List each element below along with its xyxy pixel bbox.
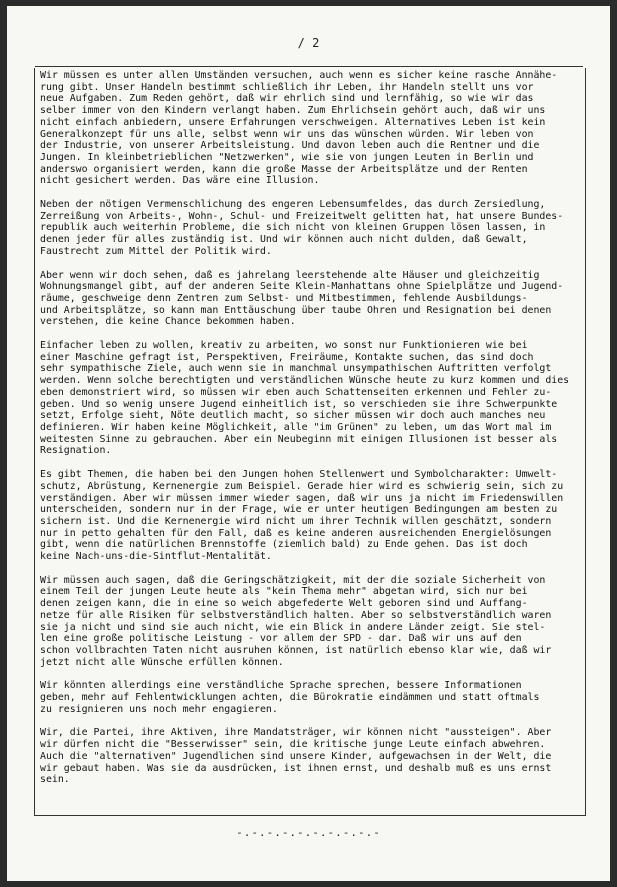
page-number: / 2 — [297, 36, 320, 50]
paragraph-6: Wir müssen auch sagen, daß die Geringschätzigkeit, mit der die soziale Sicherheit von einem Teil der jungen Leute heute als "kein Thema mehr" abgetan wird, sich nur bei denen zeigen kann, die in eine so weich abgefederte Welt geboren sind und Auffang- netze für alle Risiken für selbstverständlich halten. Aber so selbstverständlich waren sie ja nicht und sind sie auch nicht, wie ein Blick in andere Länder zeigt. Sie stel- len eine große politische Leistung - vor allem der SPD - dar. Daß wir uns auf den schon vollbrachten Taten nicht ausruhen können, ist natürlich ebenso klar wie, daß wir jetzt nicht alle Wünsche erfüllen können. — [40, 574, 552, 668]
top-rule — [35, 66, 583, 67]
paragraph-7: Wir könnten allerdings eine verständliche Sprache sprechen, bessere Informationen geben, mehr auf Fehlentwicklungen achten, die Bürokratie eindämmen und statt oftmals zu resignieren uns noch mehr engagieren. — [40, 680, 540, 715]
paragraph-8: Wir, die Partei, ihre Aktiven, ihre Mandatsträger, wir können nicht "aussteigen". Aber wir dürfen nicht die "Besserwisser" sein, die kritische junge Leute einfach abwehren. Auch die "alternativen" Jugendlichen sind unsere Kinder, aufgewachsen in der Welt, die wir gebaut haben. Was sie da ausdrücken, ist ihnen ernst, und deshalb muß es uns ernst sein. — [40, 727, 552, 786]
paragraph-1: Wir müssen es unter allen Umständen versuchen, auch wenn es sicher keine rasche Annähe- rung gibt. Unser Handeln bestimmt schließlich ihr Leben, ihr Handeln stellt uns vor neue Aufgaben. Zum Reden gehört, daß wir ehrlich sind und lernfähig, so wie wir das selber immer von den Kindern verlangt haben. Zum Ehrlichsein gehört auch, daß wir uns nicht einfach anbiedern, unsere Erfahrungen verschweigen. Alternatives Leben ist kein Generalkonzept für uns alle, selbst wenn wir uns das wünschen würden. Wir leben von der Industrie, von unserer Arbeitsleistung. Und davon leben auch die Rentner und die Jungen. In kleinbetrieblichen "Netzwerken", wie sie von jungen Leuten in Berlin und anderswo organisiert werden, kann die große Masse der Arbeitsplätze und der Renten nicht gesichert werden. Das wäre eine Illusion. — [40, 70, 558, 187]
body-text — [40, 70, 585, 798]
end-separator: -.-.-.-.-.-.-.-.-.- — [236, 826, 381, 839]
paragraph-5: Es gibt Themen, die haben bei den Jungen hohen Stellenwert und Symbolcharakter: Umwelt- schutz, Abrüstung, Kernenergie zum Beispiel. Gerade hier wird es schwierig sein, sich zu verständigen. Aber wir müssen immer wieder sagen, daß wir uns ja nicht im Friedenswillen unterscheiden, sondern nur in der Frage, wie er unter heutigen Bedingungen am besten zu sichern ist. Und die Kernenergie wird nicht um ihrer Technik willen geschätzt, sondern nur in petto gehalten für den Fall, daß es keine anderen ausreichenden Energielösungen gibt, wenn die natürlichen Brennstoffe (ziemlich bald) zu Ende gehen. Das ist doch keine Nach-uns-die-Sintflut-Mentalität. — [40, 469, 564, 563]
paragraph-2: Neben der nötigen Vermenschlichung des engeren Lebensumfeldes, das durch Zersiedlung, Zerreißung von Arbeits-, Wohn-, Schul- und Freizeitwelt gelitten hat, hat unsere Bundes- republik auch weiterhin Probleme, die sich nicht von kleinen Gruppen lösen lassen, in denen jeder für alles zuständig ist. Und wir können auch nicht dulden, daß Gewalt, Faustrecht zum Mittel der Politik wird. — [40, 199, 564, 257]
paragraph-3: Aber wenn wir doch sehen, daß es jahrelang leerstehende alte Häuser und gleichzeitig Wohnungsmangel gibt, auf der anderen Seite Klein-Manhattans ohne Spielplätze und Jugend- räume, geschweige denn Zentren zum Selbst- und Mitbestimmen, fehlende Ausbildungs- und Arbeitsplätze, so kann man Enttäuschung über taube Ohren und Resignation bei denen verstehen, die keine Chance bekommen haben. — [40, 269, 564, 328]
paragraph-4: Einfacher leben zu wollen, kreativ zu arbeiten, wo sonst nur Funktionieren wie bei einer Maschine gefragt ist, Perspektiven, Freiräume, Kontakte suchen, das sind doch sehr sympathische Ziele, auch wenn sie in manchmal unsympathischen Auftritten verfolgt werden. Wenn solche berechtigten und verständlichen Wünsche heute zu kurz kommen und dies eben demonstriert wird, so müssen wir eben auch Schattenseiten erkennen und Fehler zu- geben. Und so wenig unsere Jugend einheitlich ist, so verschieden sie ihre Schwerpunkte setzt, Erfolge sieht, Nöte deutlich macht, so sicher müssen wir doch auch manches neu definieren. Wir haben keine Möglichkeit, alle "im Grünen" zu leben, um das Wort mal im weitesten Sinne zu gebrauchen. Aber ein Neubeginn mit einigen Illusionen ist besser als Resignation. — [40, 340, 570, 457]
document-page — [7, 6, 610, 881]
